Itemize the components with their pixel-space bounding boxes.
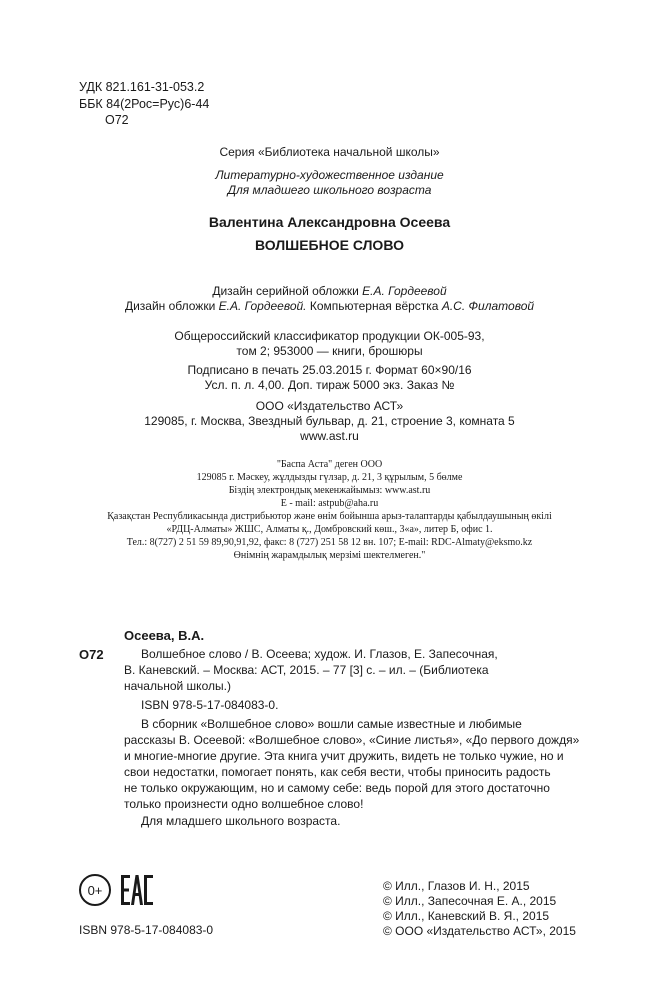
card-desc-line-3: начальной школы.)	[124, 679, 231, 693]
copyright-line-2: © Илл., Запесочная Е. А., 2015	[383, 894, 557, 908]
kz-contacts: Тел.: 8(727) 2 51 59 89,90,91,92, факс: 8 (727) 251 58 12 вн. 107; E-mail: RDC-Almaty@eksmo.kz	[126, 537, 533, 548]
eac-icon	[121, 873, 153, 907]
publisher-website: www.ast.ru	[300, 429, 359, 443]
kz-email: E - mail: astpub@aha.ru	[280, 498, 379, 509]
author-sign-code: О72	[105, 113, 129, 127]
card-desc-line-1: Волшебное слово / В. Осеева; худож. И. Глазов, Е. Запесочная,	[141, 647, 498, 661]
kz-shelf-life: Өнімнің жарамдылық мерзімі шектелмеген."	[233, 550, 426, 561]
print-info-line-1: Подписано в печать 25.03.2015 г. Формат 60×90/16	[187, 363, 472, 377]
footer-isbn: ISBN 978-5-17-084083-0	[79, 923, 214, 937]
annotation-line-1: В сборник «Волшебное слово» вошли самые известные и любимые	[141, 717, 522, 731]
kz-website: Біздің электрондық мекенжайымыз: www.ast.ru	[228, 485, 431, 496]
kz-publisher: "Баспа Аста" деген ООО	[276, 459, 383, 470]
publisher-address: 129085, г. Москва, Звездный бульвар, д. 21, строение 3, комната 5	[144, 414, 515, 428]
age-group: Для младшего школьного возраста	[227, 183, 432, 197]
layout-credit: Дизайн обложки Е.А. Гордеевой. Компьютерная вёрстка А.С. Филатовой	[124, 299, 535, 313]
card-isbn: ISBN 978-5-17-084083-0.	[141, 698, 279, 712]
kz-address: 129085 г. Мәскеу, жұлдызды гүлзар, д. 21, 3 құрылым, 5 бөлме	[196, 472, 463, 483]
kz-distributor-address: «РДЦ-Алматы» ЖШС, Алматы қ., Домбровский көш., 3«а», литер Б, офис 1.	[166, 524, 493, 535]
series-line: Серия «Библиотека начальной школы»	[219, 145, 440, 159]
bbk-code: ББК 84(2Рос=Рус)6-44	[79, 97, 210, 111]
author-name: Валентина Александровна Осеева	[208, 214, 451, 230]
annotation-line-2: рассказы В. Осеевой: «Волшебное слово», «Синие листья», «До первого дождя»	[124, 733, 580, 747]
copyright-line-1: © Илл., Глазов И. Н., 2015	[383, 879, 530, 893]
classifier-line-2: том 2; 953000 — книги, брошюры	[236, 344, 423, 358]
annotation-line-6: только произнести одно волшебное слово!	[124, 797, 364, 811]
edition-type: Литературно-художественное издание	[215, 168, 444, 182]
udk-code: УДК 821.161-31-053.2	[79, 80, 205, 94]
classifier-line-1: Общероссийский классификатор продукции ОК-005-93,	[174, 329, 485, 343]
print-info-line-2: Усл. п. л. 4,00. Доп. тираж 5000 экз. Заказ №	[204, 378, 455, 392]
card-author: Осеева, В.А.	[124, 628, 205, 643]
book-title: ВОЛШЕБНОЕ СЛОВО	[255, 237, 404, 253]
card-desc-line-2: В. Каневский. – Москва: АСТ, 2015. – 77 [3] с. – ил. – (Библиотека	[124, 663, 489, 677]
annotation-line-3: и многие-многие другие. Эта книга учит дружить, видеть не только чужие, но и	[124, 749, 564, 763]
card-code: О72	[79, 647, 104, 662]
age-rating-badge: 0+	[79, 874, 111, 906]
cover-design-credit: Дизайн серийной обложки Е.А. Гордеевой	[212, 284, 447, 298]
annotation-line-4: свои недостатки, помогает понять, как себя вести, чтобы приносить радость	[124, 765, 551, 779]
publisher-name: ООО «Издательство АСТ»	[255, 399, 404, 413]
annotation-line-5: не только окружающим, но и самому себе: ведь порой для этого достаточно	[124, 781, 550, 795]
copyright-line-3: © Илл., Каневский В. Я., 2015	[383, 909, 550, 923]
annotation-age: Для младшего школьного возраста.	[141, 814, 341, 828]
copyright-line-4: © ООО «Издательство АСТ», 2015	[383, 924, 576, 938]
kz-distributor: Қазақстан Республикасында дистрибьютор және өнім бойынша арыз-талаптарды қабылдаушының өкілі	[107, 511, 552, 522]
